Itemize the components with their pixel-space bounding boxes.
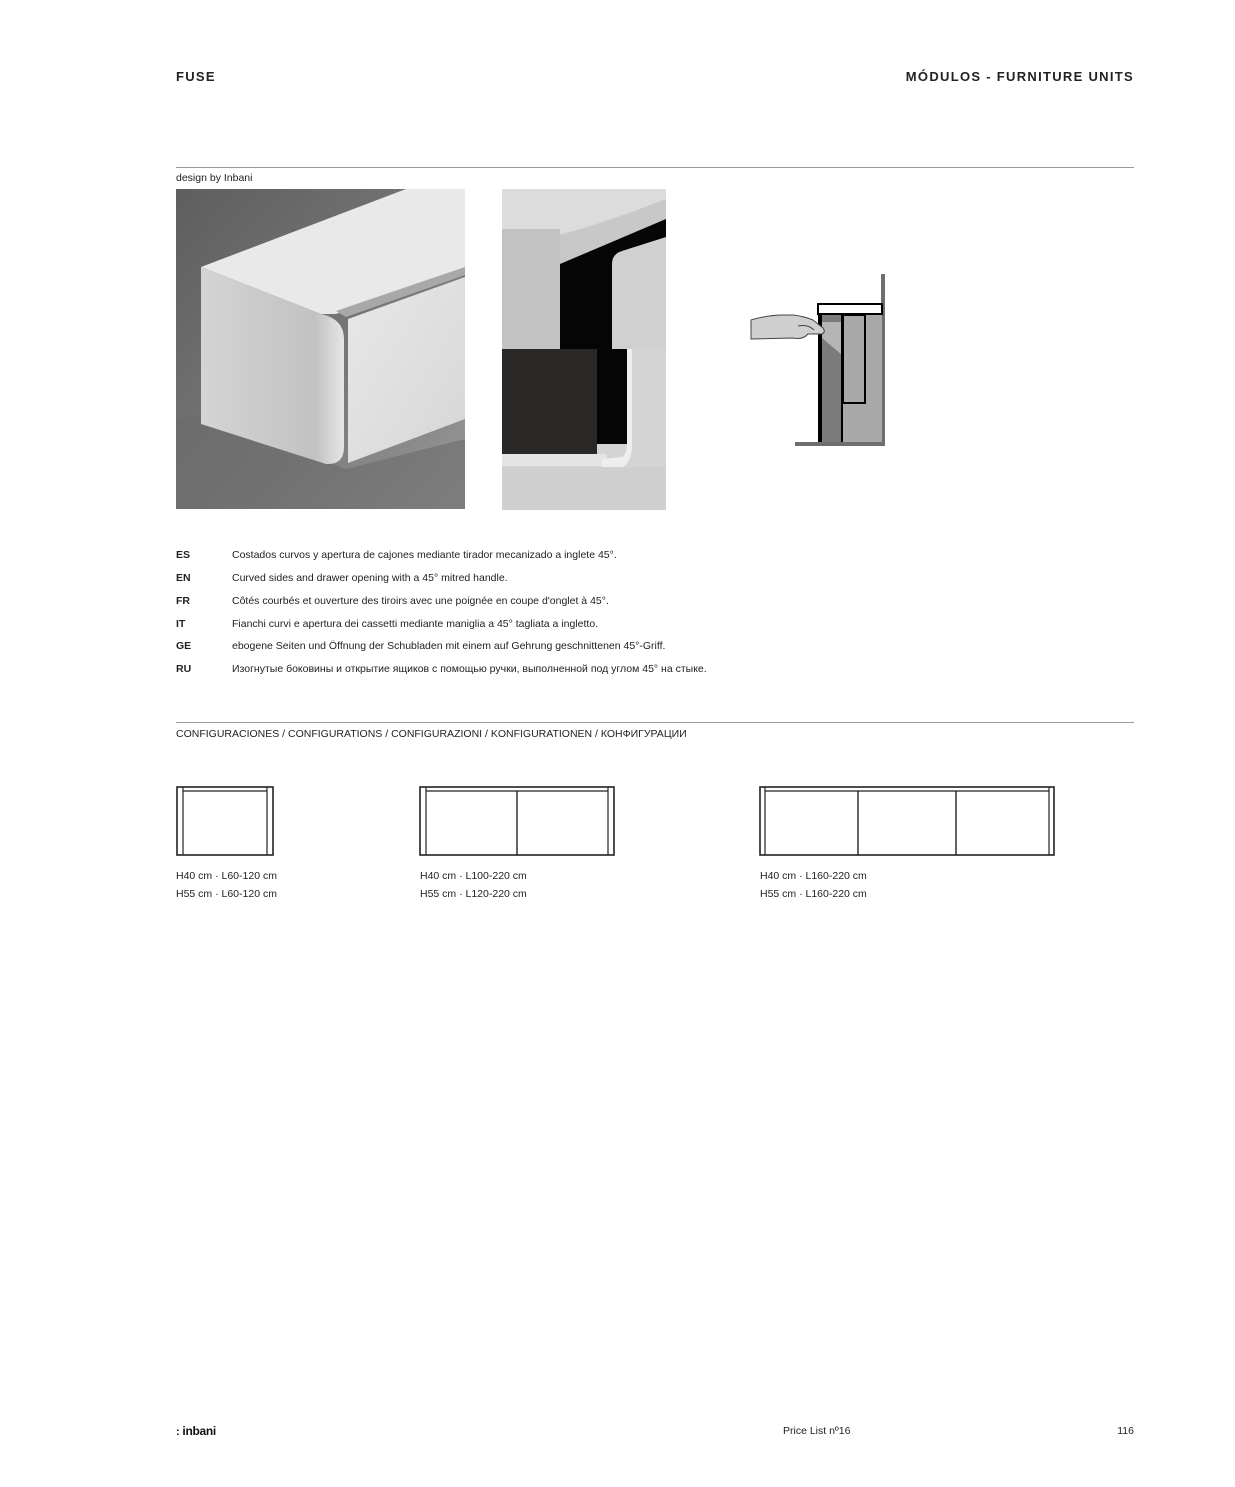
lang-text: Fianchi curvi e apertura dei cassetti mediante maniglia a 45° tagliata a ingletto. xyxy=(232,618,599,630)
config-3-dimensions xyxy=(760,867,867,903)
config-2-dimensions xyxy=(420,867,527,903)
config-3-drawer-diagram xyxy=(759,786,1057,858)
drawer-detail-photo-top xyxy=(502,189,666,349)
dimension-h55: H55 cm · L120-220 cm xyxy=(420,888,527,900)
handle-diagram xyxy=(748,270,888,450)
lang-text: Côtés courbés et ouverture des tiroirs avec une poignée en coupe d'onglet à 45°. xyxy=(232,595,609,607)
config-2-drawer-diagram xyxy=(419,786,617,858)
dimension-h40: H40 cm · L60-120 cm xyxy=(176,870,277,882)
dimension-h40: H40 cm · L160-220 cm xyxy=(760,870,867,882)
designer-credit: design by Inbani xyxy=(176,172,253,184)
lang-code: IT xyxy=(176,618,186,630)
divider xyxy=(176,722,1134,723)
lang-text: Изогнутые боковины и открытие ящиков с помощью ручки, выполненной под углом 45° на стыке. xyxy=(232,663,707,675)
lang-code: RU xyxy=(176,663,192,675)
dimension-h55: H55 cm · L60-120 cm xyxy=(176,888,277,900)
section-title: MÓDULOS - FURNITURE UNITS xyxy=(905,69,1134,84)
configurations-title: CONFIGURACIONES / CONFIGURATIONS / CONFIGURAZIONI / KONFIGURATIONEN / КОНФИГУРАЦИИ xyxy=(176,728,687,740)
lang-text: Curved sides and drawer opening with a 45° mitred handle. xyxy=(232,572,508,584)
price-list-label: Price List nº16 xyxy=(783,1425,851,1437)
cabinet-corner-photo xyxy=(176,189,465,509)
config-1-drawer-diagram xyxy=(176,786,276,858)
logo-mark-icon: : xyxy=(176,1426,180,1438)
dimension-h55: H55 cm · L160-220 cm xyxy=(760,888,867,900)
brand-name: inbani xyxy=(182,1424,216,1438)
config-1-dimensions xyxy=(176,867,277,903)
product-title: FUSE xyxy=(176,69,216,84)
lang-code: ES xyxy=(176,549,191,561)
lang-text: Costados curvos y apertura de cajones mediante tirador mecanizado a inglete 45°. xyxy=(232,549,617,561)
dimension-h40: H40 cm · L100-220 cm xyxy=(420,870,527,882)
lang-code: FR xyxy=(176,595,190,607)
page-number: 116 xyxy=(1117,1425,1134,1437)
drawer-detail-photo-bottom xyxy=(502,349,666,510)
divider xyxy=(176,167,1134,168)
lang-text: ebogene Seiten und Öffnung der Schubladen mit einem auf Gehrung geschnittenen 45°-Griff. xyxy=(232,640,666,652)
brand-logo xyxy=(176,1424,216,1438)
lang-code: EN xyxy=(176,572,191,584)
lang-code: GE xyxy=(176,640,192,652)
